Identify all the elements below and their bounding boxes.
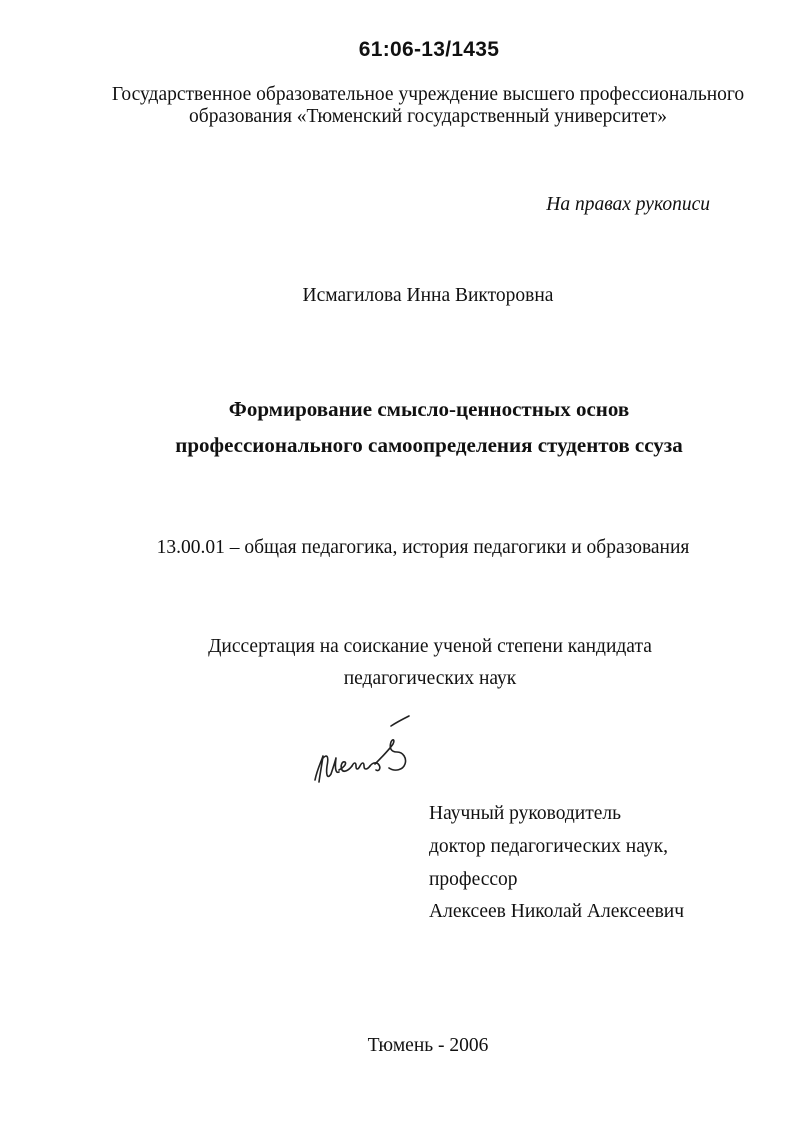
specialty-code: 13.00.01 – общая педагогика, история педагогики и образования	[156, 537, 690, 558]
advisor-degree: доктор педагогических наук,	[429, 836, 668, 857]
institution-line-2: образования «Тюменский государственный университет»	[189, 106, 667, 127]
handwritten-signature-icon	[305, 708, 425, 788]
catalog-number: 61:06-13/1435	[358, 38, 500, 61]
advisor-title: профессор	[429, 869, 518, 890]
city-year: Тюмень - 2006	[367, 1035, 489, 1056]
degree-line-2: педагогических наук	[343, 668, 517, 689]
institution-line-1: Государственное образовательное учреждение высшего профессионального	[111, 84, 745, 105]
dissertation-title-line-1: Формирование смысло-ценностных основ	[228, 397, 630, 421]
author-name: Исмагилова Инна Викторовна	[302, 285, 554, 306]
advisor-name: Алексеев Николай Алексеевич	[429, 901, 685, 922]
manuscript-note: На правах рукописи	[546, 194, 710, 215]
dissertation-title-line-2: профессионального самоопределения студентов ссуза	[175, 433, 683, 457]
advisor-role: Научный руководитель	[429, 803, 622, 824]
degree-line-1: Диссертация на соискание ученой степени кандидата	[208, 636, 652, 657]
